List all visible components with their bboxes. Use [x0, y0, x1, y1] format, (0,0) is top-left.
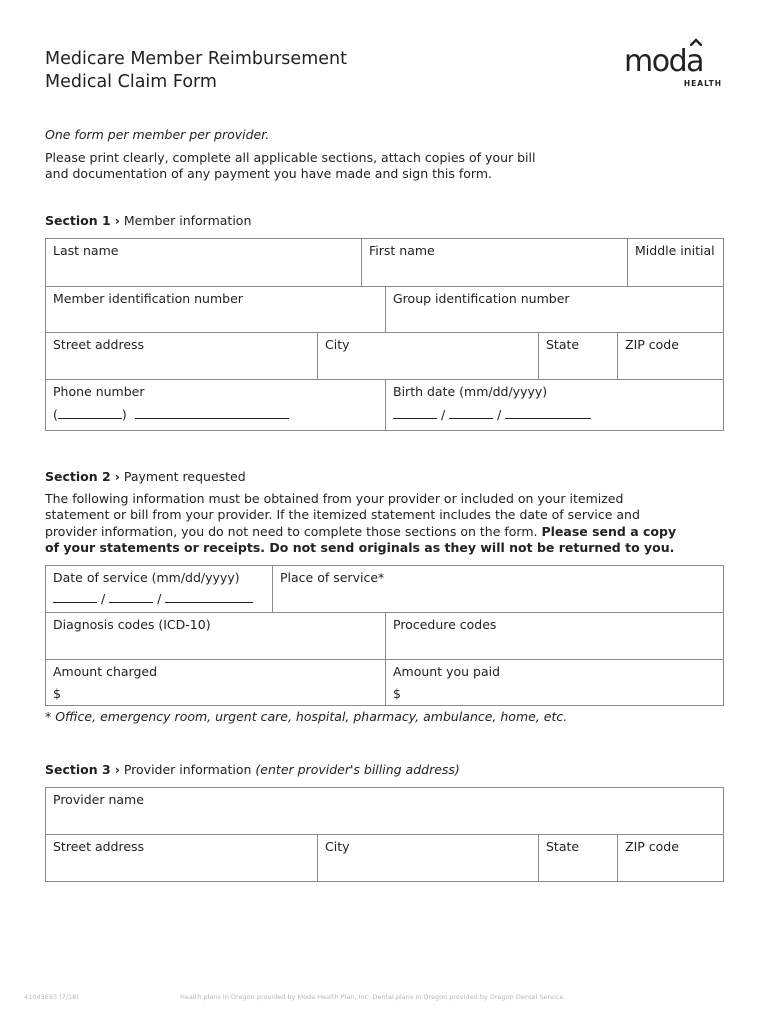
chevron-right-icon: › [114, 213, 120, 228]
section1-label: Section 1 [45, 213, 111, 228]
field-label: Amount charged [53, 664, 158, 679]
provider-state-field[interactable] [538, 835, 617, 881]
logo-subtext: HEALTH [683, 79, 722, 88]
field-label: Provider name [53, 792, 144, 807]
provider-name-field[interactable] [46, 788, 723, 834]
diagnosis-codes-field[interactable] [46, 613, 385, 659]
field-label: Street address [53, 337, 145, 352]
currency-symbol: $ [53, 686, 61, 701]
section1-heading [45, 213, 251, 228]
section2-heading [45, 469, 246, 484]
field-label: Middle initial [635, 243, 715, 258]
section3-title: Provider information [123, 762, 252, 777]
provider-table [45, 787, 724, 882]
field-label: Phone number [53, 384, 145, 399]
birth-month-blank[interactable] [393, 407, 437, 419]
field-label: Place of service* [280, 570, 385, 585]
date-of-service-field[interactable] [46, 566, 272, 612]
field-label: State [546, 337, 580, 352]
field-label: Last name [53, 243, 119, 258]
chevron-right-icon: › [114, 762, 120, 777]
field-label: Procedure codes [393, 617, 497, 632]
section2-title: Payment requested [123, 469, 246, 484]
field-label: ZIP code [625, 337, 679, 352]
section3-title-note: (enter provider's billing address) [255, 762, 460, 777]
para-line: statement or bill from your provider. If the itemized statement includes the date of service and [45, 507, 640, 523]
para-line: The following information must be obtained from your provider or included on your itemized [45, 491, 624, 506]
middle-initial-field[interactable] [627, 239, 723, 286]
field-label: Member identification number [53, 291, 243, 306]
logo-wordmark: moda [624, 44, 704, 79]
provider-zip-field[interactable] [617, 835, 723, 881]
moda-health-logo [624, 38, 724, 92]
city-field[interactable] [317, 333, 538, 379]
instruction-note: One form per member per provider. [45, 127, 270, 142]
area-code-blank[interactable] [58, 407, 122, 419]
service-date-blanks: / / [53, 590, 265, 607]
amount-paid-field[interactable] [385, 660, 723, 705]
member-id-field[interactable] [46, 287, 385, 332]
field-label: Amount you paid [393, 664, 501, 679]
legal-disclaimer: Health plans in Oregon provided by Moda Health Plan, Inc. Dental plans in Oregon provided by Oregon Dental Service. [180, 993, 566, 1001]
phone-number-blank[interactable] [135, 407, 289, 419]
amount-charged-field[interactable] [46, 660, 385, 705]
field-label: Diagnosis codes (ICD-10) [53, 617, 211, 632]
field-label: Birth date (mm/dd/yyyy) [393, 384, 548, 399]
phone-number-field[interactable] [46, 380, 385, 430]
field-label: Street address [53, 839, 145, 854]
service-day-blank[interactable] [109, 591, 153, 603]
payment-table [45, 565, 724, 706]
member-info-table [45, 238, 724, 431]
field-label: State [546, 839, 580, 854]
birth-day-blank[interactable] [449, 407, 493, 419]
section2-label: Section 2 [45, 469, 111, 484]
section2-instructions [45, 491, 705, 556]
phone-blanks: ( ) [53, 406, 378, 423]
place-of-service-field[interactable] [272, 566, 723, 612]
last-name-field[interactable] [46, 239, 361, 286]
service-month-blank[interactable] [53, 591, 97, 603]
chevron-right-icon: › [114, 469, 120, 484]
currency-symbol: $ [393, 686, 401, 701]
provider-city-field[interactable] [317, 835, 538, 881]
intro-line: Please print clearly, complete all applicable sections, attach copies of your bill [45, 150, 536, 165]
service-year-blank[interactable] [165, 591, 253, 603]
field-label: City [325, 839, 350, 854]
state-field[interactable] [538, 333, 617, 379]
field-label: ZIP code [625, 839, 679, 854]
first-name-field[interactable] [361, 239, 627, 286]
field-label: City [325, 337, 350, 352]
section1-title: Member information [123, 213, 252, 228]
form-code: 41043693 (7/18) [24, 993, 79, 1001]
para-line-bold: of your statements or receipts. Do not send originals as they will not be returned to you. [45, 539, 675, 555]
street-address-field[interactable] [46, 333, 317, 379]
zip-code-field[interactable] [617, 333, 723, 379]
intro-line: and documentation of any payment you have made and sign this form. [45, 166, 492, 181]
field-label: First name [369, 243, 435, 258]
para-line: provider information, you do not need to complete those sections on the form. Please send a copy [45, 523, 677, 539]
group-id-field[interactable] [385, 287, 723, 332]
form-title [45, 48, 347, 94]
field-label: Group identification number [393, 291, 570, 306]
form-title-line1: Medicare Member Reimbursement [45, 49, 347, 69]
instruction-intro [45, 150, 565, 182]
field-label: Date of service (mm/dd/yyyy) [53, 570, 240, 585]
birth-date-field[interactable] [385, 380, 723, 430]
form-title-line2: Medical Claim Form [45, 72, 217, 92]
birth-year-blank[interactable] [505, 407, 591, 419]
procedure-codes-field[interactable] [385, 613, 723, 659]
place-of-service-footnote: * Office, emergency room, urgent care, hospital, pharmacy, ambulance, home, etc. [45, 709, 568, 724]
section3-heading [45, 762, 460, 777]
birth-date-blanks: / / [393, 406, 716, 423]
provider-street-field[interactable] [46, 835, 317, 881]
section3-label: Section 3 [45, 762, 111, 777]
